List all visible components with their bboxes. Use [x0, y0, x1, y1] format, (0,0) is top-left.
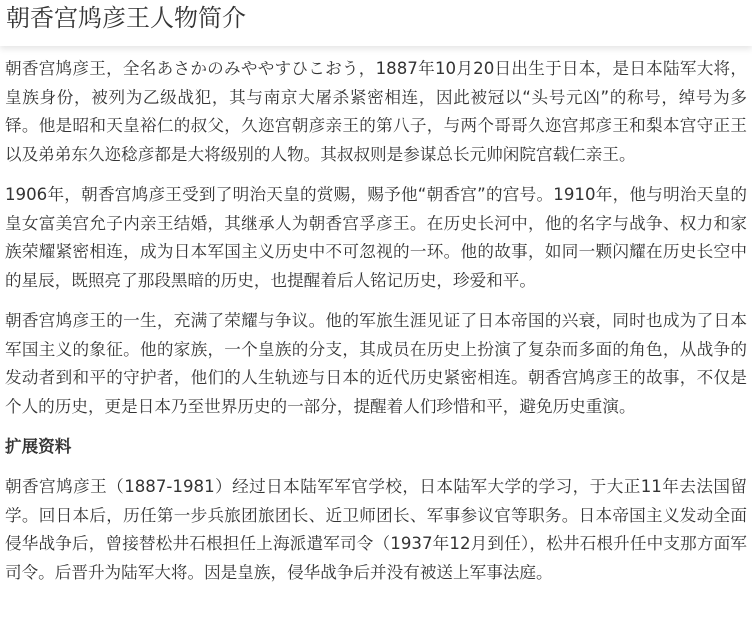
legacy-paragraph: 朝香宫鸠彦王的一生，充满了荣耀与争议。他的军旅生涯见证了日本帝国的兴衰，同时也成为了日本军国主义的象征。他的家族，一个皇族的分支，其成员在历史上扮演了复杂而多面的角色，从战争的发动者到和平的守护者，他们的人生轨迹与日本的近代历史紧密相连。朝香宫鸠彦王的故事，不仅是个人的历史，更是日本乃至世界历史的一部分，提醒着人们珍惜和平，避免历史重演。 — [5, 311, 747, 416]
extended-info-heading: 扩展资料 — [5, 437, 72, 456]
article-body — [5, 55, 747, 599]
title-bar — [0, 0, 752, 46]
intro-paragraph: 朝香宫鸠彦王，全名あさかのみややすひこおう，1887年10月20日出生于日本，是日本陆军大将，皇族身份，被列为乙级战犯，其与南京大屠杀紧密相连，因此被冠以“头号元凶”的称号，绰号为多铎。他是昭和天皇裕仁的叔父，久迩宫朝彦亲王的第八子，与两个哥哥久迩宫邦彦王和梨本宫守正王以及弟弟东久迩稔彦都是大将级别的人物。其叔叔则是参谋总长元帅闲院宫载仁亲王。 — [5, 59, 747, 164]
page-title: 朝香宫鸠彦王人物简介 — [6, 4, 246, 32]
history-paragraph: 1906年，朝香宫鸠彦王受到了明治天皇的赏赐，赐予他“朝香宫”的宫号。1910年，他与明治天皇的皇女富美宫允子内亲王结婚，其继承人为朝香宫孚彦王。在历史长河中，他的名字与战争、权力和家族荣耀紧密相连，成为日本军国主义历史中不可忽视的一环。他的故事，如同一颗闪耀在历史长空中的星辰，既照亮了那段黑暗的历史，也提醒着后人铭记历史，珍爱和平。 — [5, 185, 747, 290]
extended-info-paragraph: 朝香宫鸠彦王（1887-1981）经过日本陆军军官学校，日本陆军大学的学习，于大正11年去法国留学。回日本后，历任第一步兵旅团旅团长、近卫师团长、军事参议官等职务。日本帝国主义发动全面侵华战争后，曾接替松井石根担任上海派遣军司令（1937年12月到任），松井石根升任中支那方面军司令。后晋升为陆军大将。因是皇族，侵华战争后并没有被送上军事法庭。 — [5, 477, 747, 582]
